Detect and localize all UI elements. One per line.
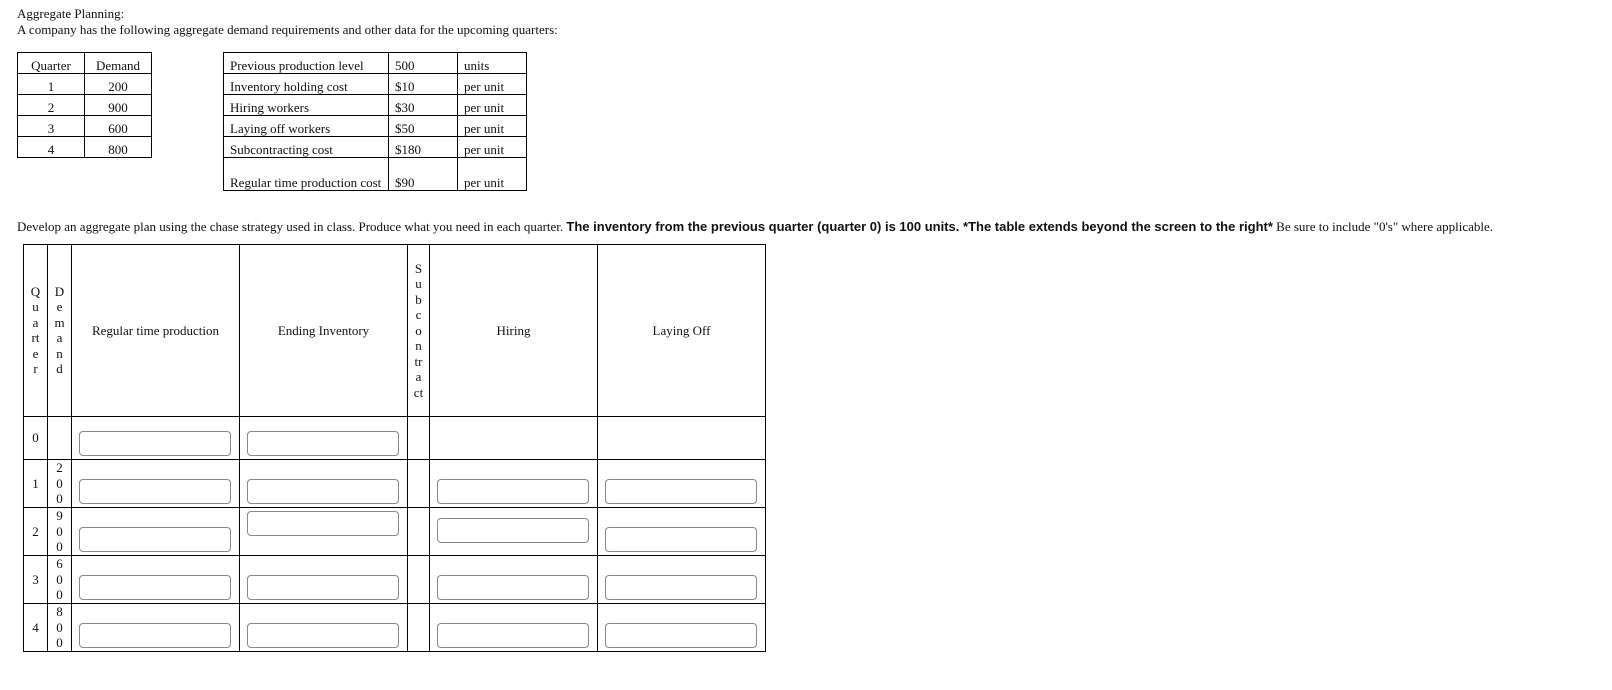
header-regular-time-production: Regular time production [72, 245, 240, 417]
table-row [24, 508, 766, 556]
cost-value: $90 [389, 158, 458, 191]
table-row [24, 556, 766, 604]
cost-label: Regular time production cost [224, 158, 389, 191]
quarter-cell: 3 [24, 556, 48, 604]
table-header-row [24, 245, 766, 417]
table-row [18, 74, 152, 95]
instructions-plain-2: Be sure to include "0's" where applicable. [1272, 219, 1494, 234]
quarter-cell: 4 [18, 137, 85, 158]
cost-unit: per unit [458, 137, 527, 158]
q4-laying-off-input[interactable] [605, 623, 757, 648]
q3-hiring-input[interactable] [437, 575, 589, 600]
demand-cell: 600 [48, 556, 72, 604]
cost-unit: per unit [458, 95, 527, 116]
q2-regular-time-production-input[interactable] [79, 527, 231, 552]
quarter-cell: 4 [24, 604, 48, 652]
demand-cell: 200 [85, 74, 152, 95]
cost-value: $50 [389, 116, 458, 137]
demand-cell: 900 [48, 508, 72, 556]
cost-value: $30 [389, 95, 458, 116]
table-row [18, 53, 152, 74]
cost-unit: per unit [458, 158, 527, 191]
cost-value: $180 [389, 137, 458, 158]
cost-value: $10 [389, 74, 458, 95]
table-row [224, 158, 527, 191]
quarter-cell: 1 [24, 460, 48, 508]
cost-table [223, 52, 527, 191]
cost-label: Hiring workers [224, 95, 389, 116]
instructions-plain-1: Develop an aggregate plan using the chase strategy used in class. Produce what you need in each quarter. [17, 219, 567, 234]
q0-ending-inventory-input[interactable] [247, 431, 399, 456]
instructions-bold: The inventory from the previous quarter (quarter 0) is 100 units. *The table extends beyond the screen to the right* [566, 219, 1273, 234]
table-row [224, 53, 527, 74]
quarter-cell: 0 [24, 417, 48, 460]
q1-laying-off-input[interactable] [605, 479, 757, 504]
aggregate-plan-table [23, 244, 766, 652]
cost-value: 500 [389, 53, 458, 74]
table-row [224, 95, 527, 116]
demand-cell: 900 [85, 95, 152, 116]
table-row [224, 137, 527, 158]
header-laying-off: Laying Off [598, 245, 766, 417]
table-row [18, 116, 152, 137]
q2-laying-off-input[interactable] [605, 527, 757, 552]
cost-label: Subcontracting cost [224, 137, 389, 158]
demand-cell: 800 [48, 604, 72, 652]
q1-hiring-input[interactable] [437, 479, 589, 504]
cost-label: Laying off workers [224, 116, 389, 137]
demand-cell: 200 [48, 460, 72, 508]
quarter-cell: 3 [18, 116, 85, 137]
q2-ending-inventory-input[interactable] [247, 511, 399, 536]
table-row [18, 95, 152, 116]
quarter-cell: 2 [18, 95, 85, 116]
header-quarter: Quarter [18, 53, 85, 74]
q1-regular-time-production-input[interactable] [79, 479, 231, 504]
table-row [224, 116, 527, 137]
quarter-cell: 2 [24, 508, 48, 556]
table-row [18, 137, 152, 158]
instructions [17, 219, 1493, 234]
q4-regular-time-production-input[interactable] [79, 623, 231, 648]
header-ending-inventory: Ending Inventory [240, 245, 408, 417]
header-quarter: Quarter [24, 245, 48, 417]
demand-cell [48, 417, 72, 460]
q1-ending-inventory-input[interactable] [247, 479, 399, 504]
cost-label: Inventory holding cost [224, 74, 389, 95]
quarter-cell: 1 [18, 74, 85, 95]
table-row [224, 74, 527, 95]
cost-unit: per unit [458, 74, 527, 95]
header-hiring: Hiring [430, 245, 598, 417]
table-row [24, 417, 766, 460]
q0-regular-time-production-input[interactable] [79, 431, 231, 456]
cost-unit: per unit [458, 116, 527, 137]
q3-laying-off-input[interactable] [605, 575, 757, 600]
header-demand: Demand [85, 53, 152, 74]
cost-unit: units [458, 53, 527, 74]
header-subcontract: Subcontract [408, 245, 430, 417]
q3-regular-time-production-input[interactable] [79, 575, 231, 600]
page-title: Aggregate Planning: [17, 6, 125, 21]
table-row [24, 604, 766, 652]
table-row [24, 460, 766, 508]
header-demand: Demand [48, 245, 72, 417]
q4-ending-inventory-input[interactable] [247, 623, 399, 648]
demand-cell: 800 [85, 137, 152, 158]
q2-hiring-input[interactable] [437, 518, 589, 543]
demand-cell: 600 [85, 116, 152, 137]
demand-table [17, 52, 152, 158]
q4-hiring-input[interactable] [437, 623, 589, 648]
cost-label: Previous production level [224, 53, 389, 74]
q3-ending-inventory-input[interactable] [247, 575, 399, 600]
intro-text: A company has the following aggregate demand requirements and other data for the upcoming quarters: [17, 22, 558, 37]
